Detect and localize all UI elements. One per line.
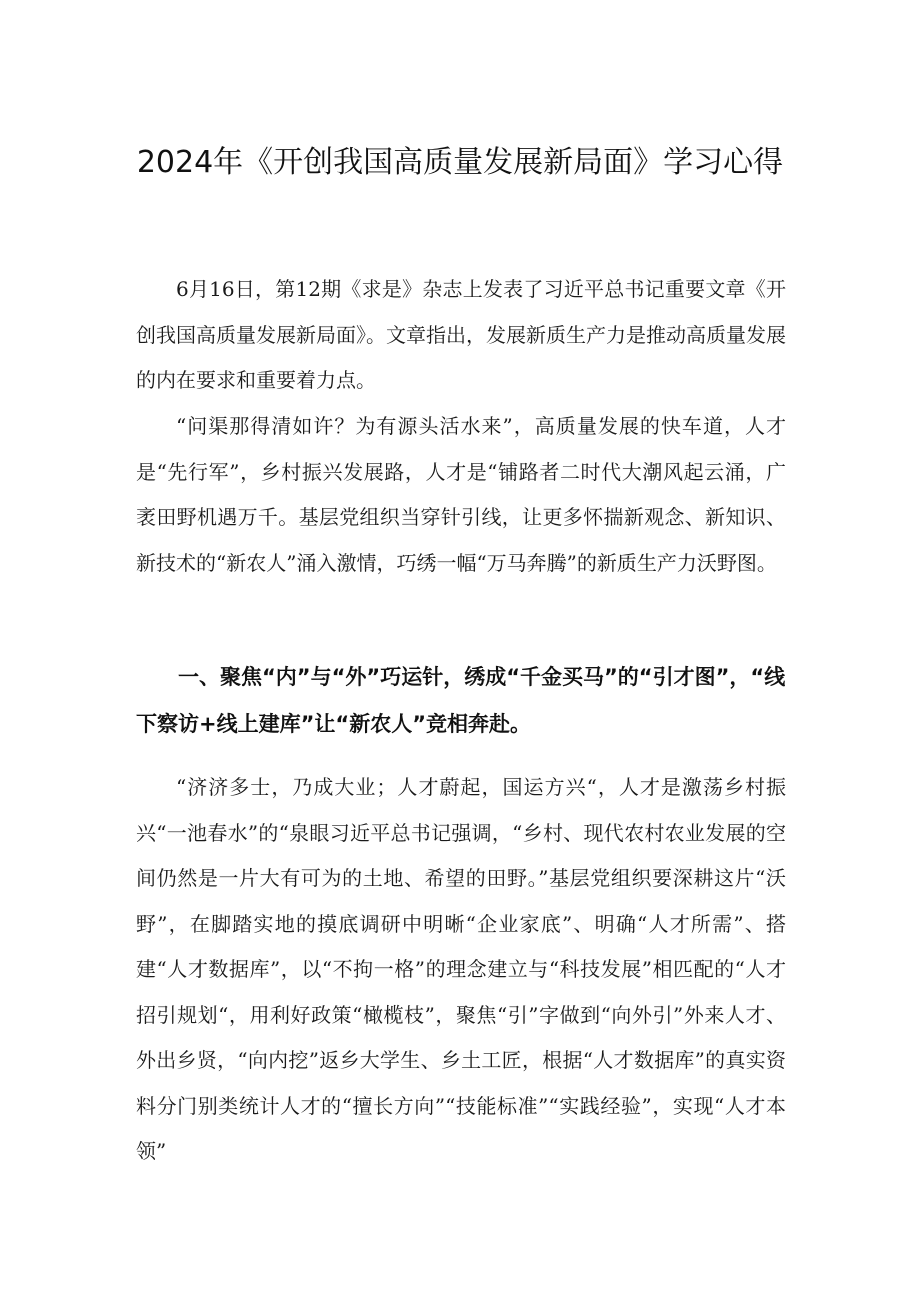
paragraph-intro: 6月16日，第12期《求是》杂志上发表了习近平总书记重要文章《开创我国高质量发展新局面》。文章指出，发展新质生产力是推动高质量发展的内在要求和重要着力点。 — [136, 277, 786, 392]
paragraph-section-1: “济济多士，乃成大业；人才蔚起，国运方兴“，人才是激荡乡村振兴“一池春水”的“泉眼习近平总书记强调，“乡村、现代农村农业发展的空间仍然是一片大有可为的土地、希望的田野。”基层党组织要深耕这片“沃野”，在脚踏实地的摸底调研中明晰“企业家底”、明确“人才所需”、搭建“人才数据库”，以“不拘一格”的理念建立与“科技发展”相匹配的“人才招引规划“，用利好政策“橄榄枝”，聚焦“引”字做到“向外引”外来人才、外出乡贤，“向内挖”返乡大学生、乡土工匠，根据“人才数据库”的真实资料分门别类统计人才的“擅长方向”“技能标准”“实践经验”，实现“人才本领” — [136, 775, 786, 1163]
section-heading-1: 一、聚焦“内”与“外”巧运针，绣成“千金买马”的“引才图”，“线下察访+线上建库”让“新农人”竞相奔赴。 — [136, 665, 786, 736]
paragraph-talent-quote: “问渠那得清如许？为有源头活水来”，高质量发展的快车道，人才是“先行军”，乡村振兴发展路，人才是“铺路者二时代大潮风起云涌，广袤田野机遇万千。基层党组织当穿针引线，让更多怀揣新观念、新知识、新技术的“新农人”涌入激情，巧绣一幅“万马奔腾”的新质生产力沃野图。 — [136, 414, 786, 575]
document-title: 2024年《开创我国高质量发展新局面》学习心得 — [136, 145, 784, 180]
